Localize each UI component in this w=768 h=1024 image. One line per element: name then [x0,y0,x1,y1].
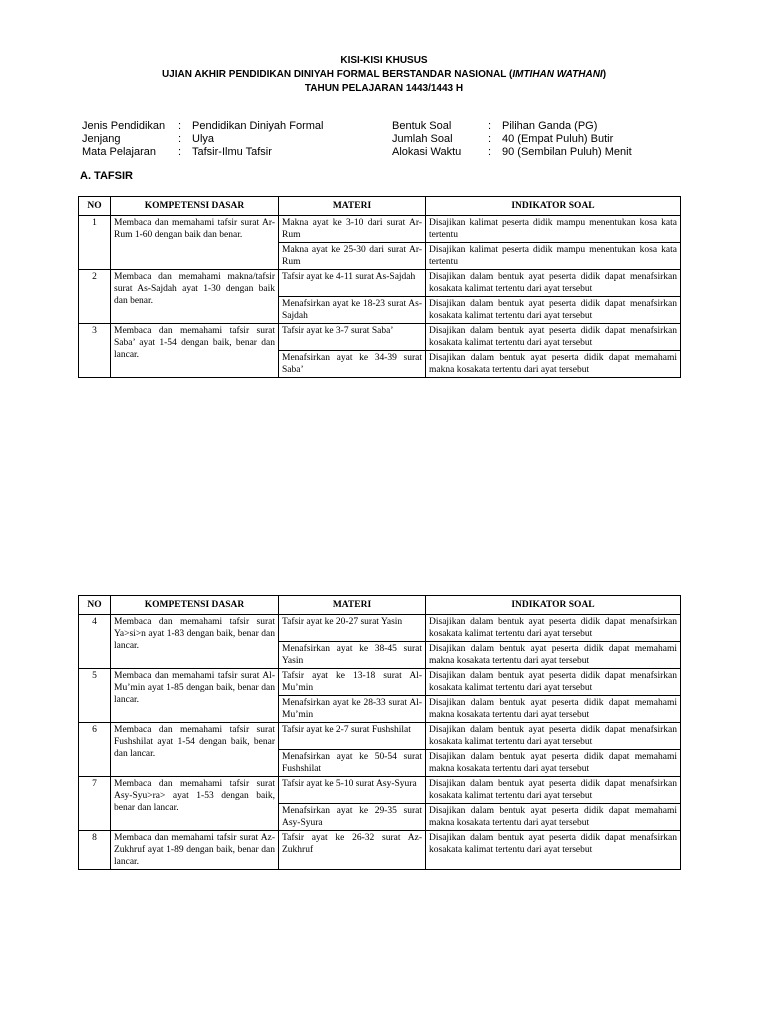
materi-cell: Menafsirkan ayat ke 50-54 surat Fushshilat [279,750,426,777]
info-label: Alokasi Waktu [392,146,462,158]
indikator-cell: Disajikan kalimat peserta didik mampu menentukan kosa kata tertentu [426,216,681,243]
col-header-indikator: INDIKATOR SOAL [426,596,681,615]
doc-subtitle [0,69,768,80]
subtitle-part-c: ) [602,69,607,80]
materi-cell: Menafsirkan ayat ke 38-45 surat Yasin [279,642,426,669]
info-sep: : [488,133,492,145]
info-label: Jumlah Soal [392,133,453,145]
info-label: Bentuk Soal [392,120,452,132]
row-number: 7 [79,777,111,831]
doc-year: TAHUN PELAJARAN 1443/1443 H [304,83,464,94]
materi-cell: Menafsirkan ayat ke 34-39 surat Saba’ [279,351,426,378]
col-header-kd: KOMPETENSI DASAR [111,197,279,216]
info-value: Pilihan Ganda (PG) [502,120,598,132]
row-number: 2 [79,270,111,324]
indikator-cell: Disajikan dalam bentuk ayat peserta didik dapat menafsirkan kosakata kalimat tertentu dari ayat tersebut [426,324,681,351]
indikator-cell: Disajikan dalam bentuk ayat peserta didik dapat memahami makna kosakata tertentu dari ayat tersebut [426,804,681,831]
kompetensi-dasar-cell: Membaca dan memahami tafsir surat Al-Mu’min ayat 1-85 dengan baik, benar dan lancar. [111,669,279,723]
info-label: Jenjang [82,133,121,145]
materi-cell: Makna ayat ke 25-30 dari surat Ar-Rum [279,243,426,270]
table-header-row [79,197,681,216]
materi-cell: Menafsirkan ayat ke 18-23 surat As-Sajdah [279,297,426,324]
indikator-cell: Disajikan dalam bentuk ayat peserta didik dapat menafsirkan kosakata kalimat tertentu dari ayat tersebut [426,723,681,750]
info-row [82,146,323,159]
materi-cell: Tafsir ayat ke 3-7 surat Saba’ [279,324,426,351]
info-row [392,120,632,133]
indikator-cell: Disajikan dalam bentuk ayat peserta didik dapat menafsirkan kosakata kalimat tertentu dari ayat tersebut [426,270,681,297]
col-header-materi: MATERI [279,197,426,216]
info-value: Tafsir-Ilmu Tafsir [192,146,272,158]
info-value: Pendidikan Diniyah Formal [192,120,324,132]
col-header-no: NO [79,197,111,216]
materi-cell: Menafsirkan ayat ke 29-35 surat Asy-Syura [279,804,426,831]
materi-cell: Makna ayat ke 3-10 dari surat Ar-Rum [279,216,426,243]
kompetensi-dasar-cell: Membaca dan memahami tafsir surat Saba’ ayat 1-54 dengan baik, benar dan lancar. [111,324,279,378]
materi-cell: Tafsir ayat ke 26-32 surat Az-Zukhruf [279,831,426,870]
table-row [79,669,681,696]
kisi-table-1 [78,196,681,378]
row-number: 6 [79,723,111,777]
table-header-row [79,596,681,615]
kisi-table-2 [78,595,681,870]
kompetensi-dasar-cell: Membaca dan memahami tafsir surat Ya>si>n ayat 1-83 dengan baik, benar dan lancar. [111,615,279,669]
table-row [79,270,681,297]
indikator-cell: Disajikan kalimat peserta didik mampu menentukan kosa kata tertentu [426,243,681,270]
row-number: 8 [79,831,111,870]
table-row [79,216,681,243]
indikator-cell: Disajikan dalam bentuk ayat peserta didik dapat menafsirkan kosakata kalimat tertentu dari ayat tersebut [426,669,681,696]
materi-cell: Tafsir ayat ke 4-11 surat As-Sajdah [279,270,426,297]
indikator-cell: Disajikan dalam bentuk ayat peserta didik dapat memahami makna kosakata tertentu dari ayat tersebut [426,696,681,723]
table-row [79,777,681,804]
indikator-cell: Disajikan dalam bentuk ayat peserta didik dapat menafsirkan kosakata kalimat tertentu dari ayat tersebut [426,297,681,324]
materi-cell: Tafsir ayat ke 13-18 surat Al-Mu’min [279,669,426,696]
table-row [79,615,681,642]
table-row [79,723,681,750]
subtitle-part-a: UJIAN AKHIR PENDIDIKAN DINIYAH FORMAL BERSTANDAR NASIONAL ( [161,69,513,80]
kompetensi-dasar-cell: Membaca dan memahami tafsir surat Asy-Syu>ra> ayat 1-53 dengan baik, benar dan lancar. [111,777,279,831]
indikator-cell: Disajikan dalam bentuk ayat peserta didik dapat menafsirkan kosakata kalimat tertentu dari ayat tersebut [426,831,681,870]
col-header-no: NO [79,596,111,615]
section-title: A. TAFSIR [80,170,133,182]
info-left [82,120,323,159]
row-number: 1 [79,216,111,270]
info-sep: : [178,120,182,132]
kompetensi-dasar-cell: Membaca dan memahami tafsir surat Az-Zukhruf ayat 1-89 dengan baik, benar dan lancar. [111,831,279,870]
info-value: 90 (Sembilan Puluh) Menit [502,146,632,158]
indikator-cell: Disajikan dalam bentuk ayat peserta didik dapat menafsirkan kosakata kalimat tertentu dari ayat tersebut [426,615,681,642]
row-number: 3 [79,324,111,378]
materi-cell: Tafsir ayat ke 20-27 surat Yasin [279,615,426,642]
subtitle-italic: IMTIHAN WATHANI [512,69,603,80]
info-sep: : [178,133,182,145]
row-number: 4 [79,615,111,669]
info-row [392,146,632,159]
info-label: Jenis Pendidikan [82,120,166,132]
info-value: 40 (Empat Puluh) Butir [502,133,614,145]
indikator-cell: Disajikan dalam bentuk ayat peserta didik dapat menafsirkan kosakata kalimat tertentu dari ayat tersebut [426,777,681,804]
info-sep: : [488,146,492,158]
info-value: Ulya [192,133,215,145]
info-sep: : [178,146,182,158]
info-label: Mata Pelajaran [82,146,156,158]
doc-title: KISI-KISI KHUSUS [340,55,428,66]
col-header-indikator: INDIKATOR SOAL [426,197,681,216]
col-header-materi: MATERI [279,596,426,615]
col-header-kd: KOMPETENSI DASAR [111,596,279,615]
info-row [82,120,323,133]
info-row [392,133,632,146]
info-right [392,120,632,159]
kompetensi-dasar-cell: Membaca dan memahami tafsir surat Ar-Rum 1-60 dengan baik dan benar. [111,216,279,270]
info-row [82,133,323,146]
materi-cell: Menafsirkan ayat ke 28-33 surat Al-Mu’min [279,696,426,723]
table-row [79,324,681,351]
materi-cell: Tafsir ayat ke 5-10 surat Asy-Syura [279,777,426,804]
info-sep: : [488,120,492,132]
indikator-cell: Disajikan dalam bentuk ayat peserta didik dapat memahami makna kosakata tertentu dari ayat tersebut [426,642,681,669]
kompetensi-dasar-cell: Membaca dan memahami makna/tafsir surat As-Sajdah ayat 1-30 dengan baik dan benar. [111,270,279,324]
indikator-cell: Disajikan dalam bentuk ayat peserta didik dapat memahami makna kosakata tertentu dari ayat tersebut [426,351,681,378]
materi-cell: Tafsir ayat ke 2-7 surat Fushshilat [279,723,426,750]
kompetensi-dasar-cell: Membaca dan memahami tafsir surat Fushshilat ayat 1-54 dengan baik, benar dan lancar. [111,723,279,777]
indikator-cell: Disajikan dalam bentuk ayat peserta didik dapat memahami makna kosakata tertentu dari ayat tersebut [426,750,681,777]
table-row [79,831,681,870]
row-number: 5 [79,669,111,723]
